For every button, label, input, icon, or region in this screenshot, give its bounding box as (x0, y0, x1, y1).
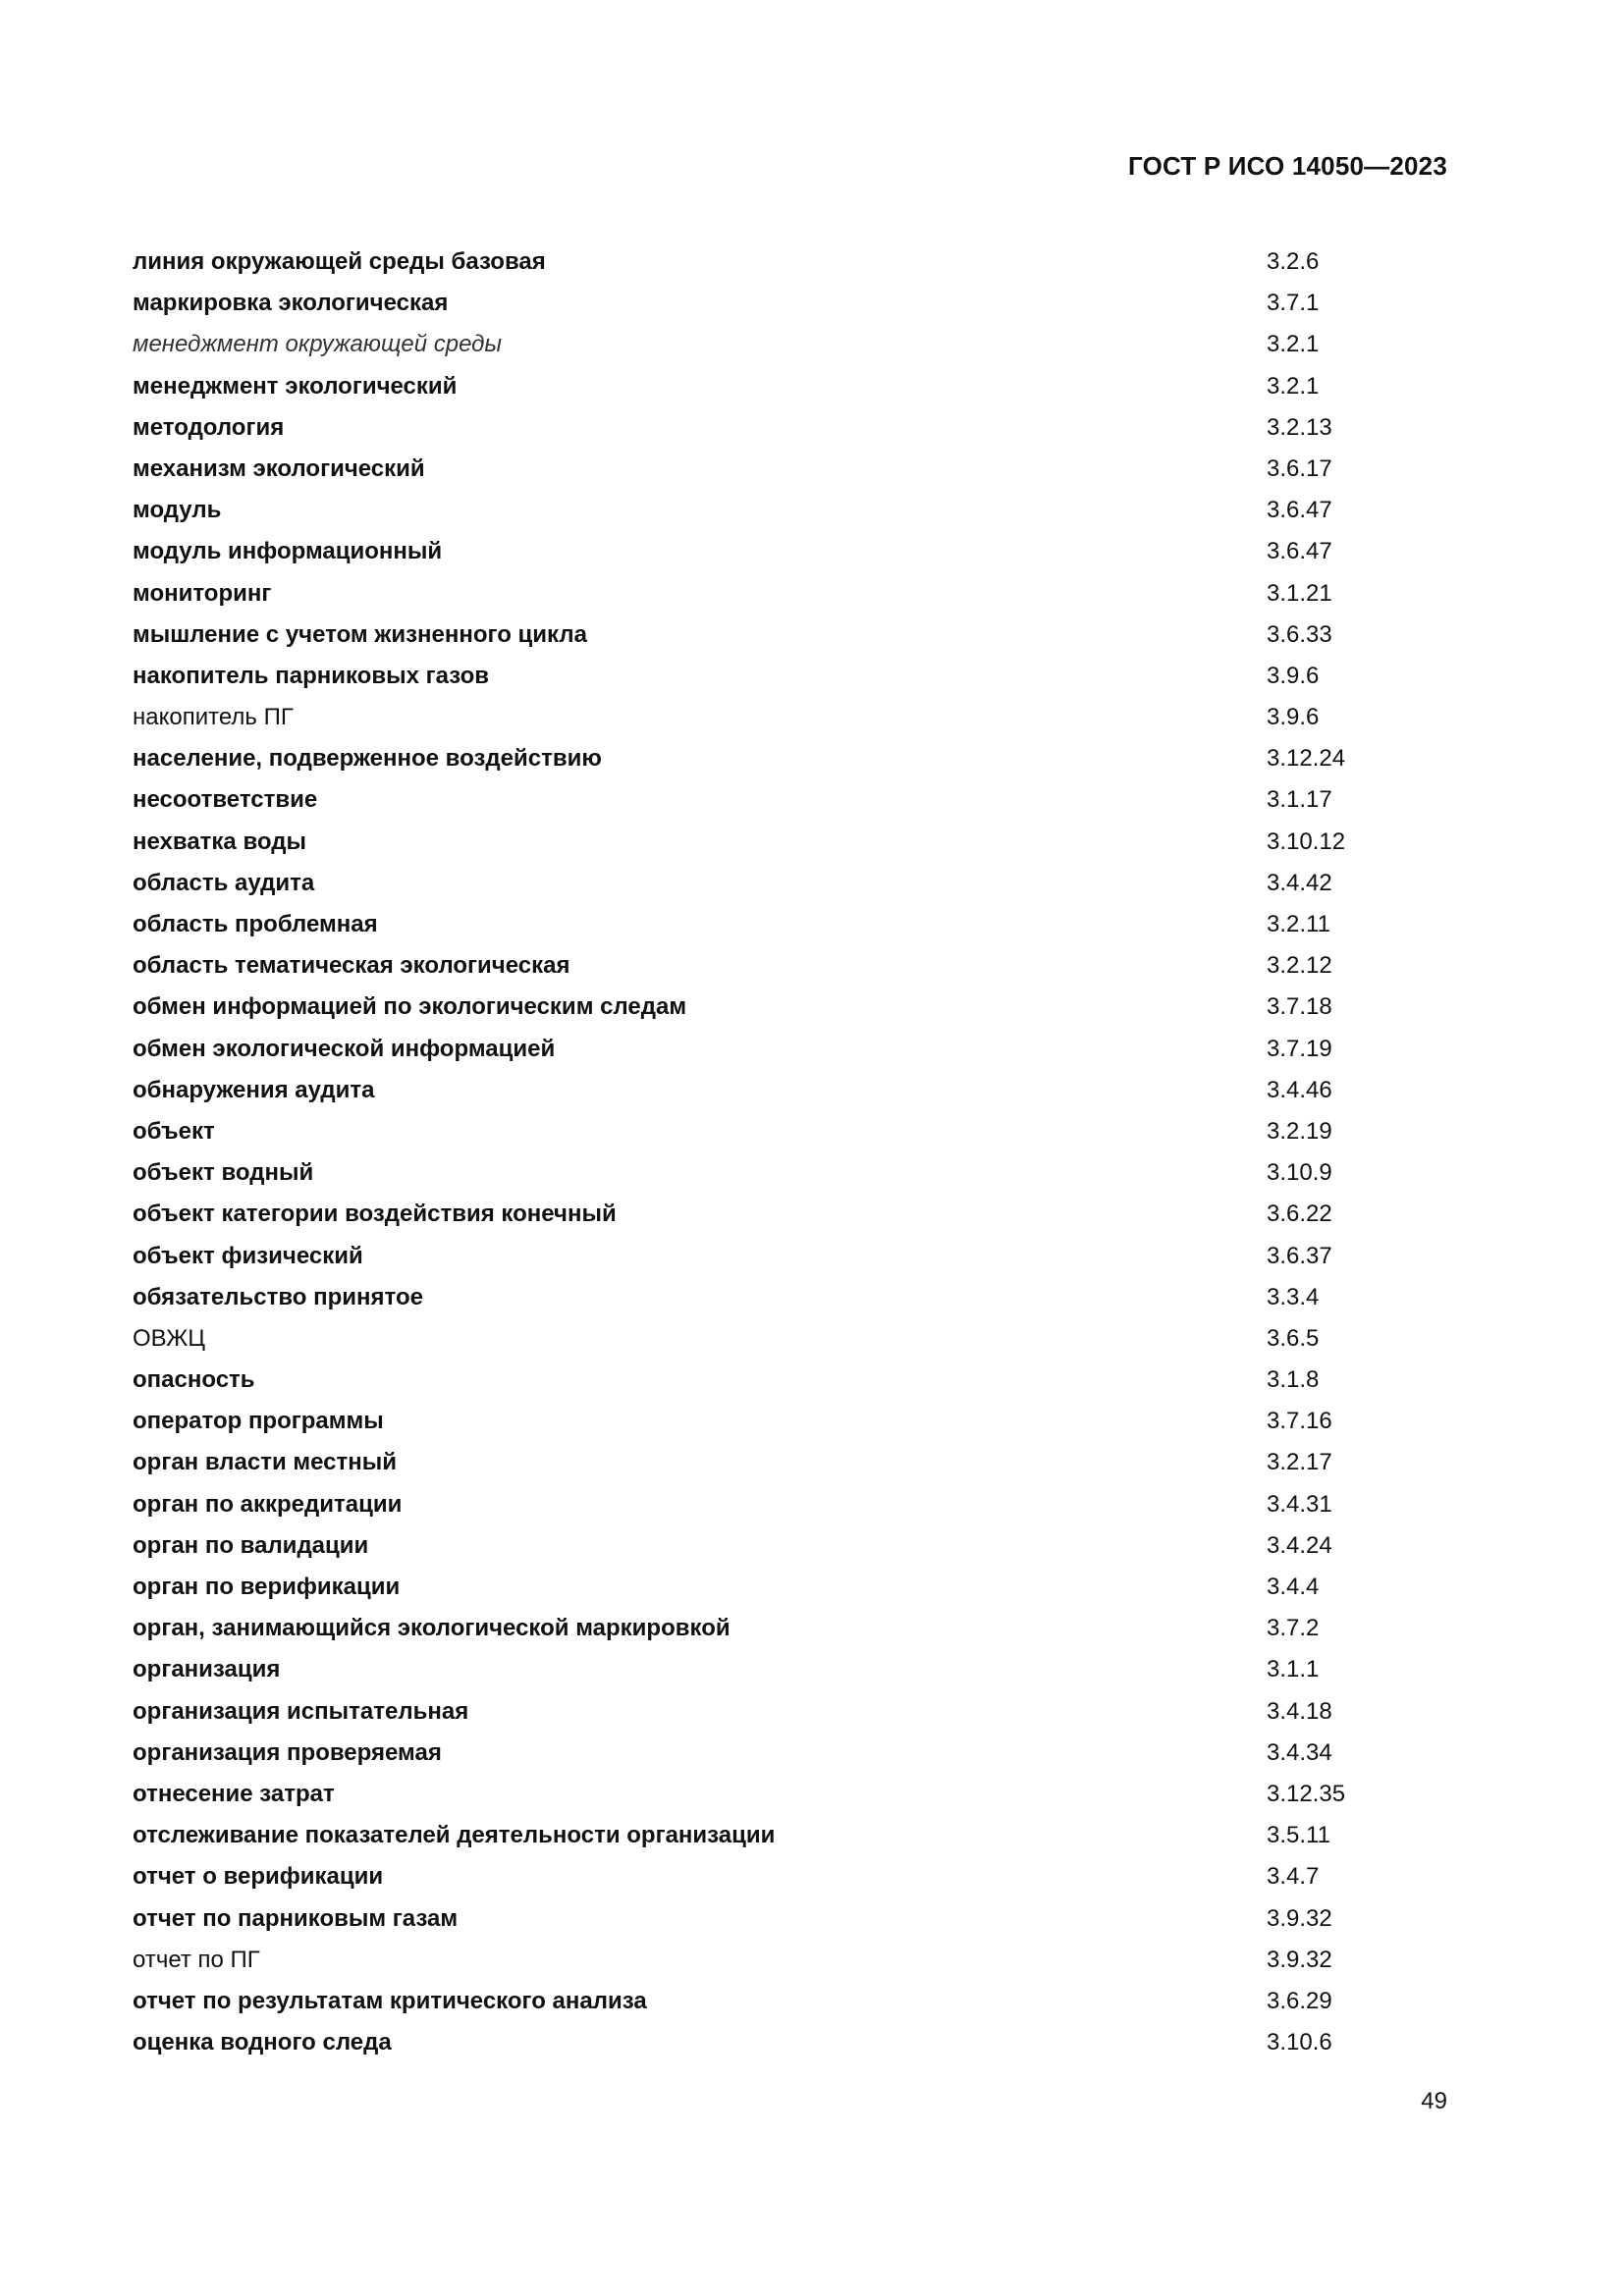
index-entry (133, 1484, 1448, 1525)
index-reference: 3.1.1 (1267, 1656, 1320, 1683)
index-reference: 3.2.1 (1267, 331, 1320, 358)
index-term: организация (133, 1656, 281, 1683)
index-entry (133, 366, 1448, 407)
index-entry (133, 1691, 1448, 1733)
index-term: орган по аккредитации (133, 1490, 403, 1518)
index-reference: 3.4.42 (1267, 869, 1332, 896)
index-reference: 3.7.16 (1267, 1408, 1332, 1435)
index-reference: 3.6.5 (1267, 1324, 1320, 1352)
index-entry (133, 1733, 1448, 1774)
index-reference: 3.4.24 (1267, 1531, 1332, 1559)
index-entry (133, 1649, 1448, 1690)
index-term: оценка водного следа (133, 2029, 392, 2056)
terms-index-list (133, 241, 1448, 2063)
document-header: ГОСТ Р ИСО 14050—2023 (1127, 151, 1447, 181)
index-reference: 3.3.4 (1267, 1283, 1320, 1310)
index-reference: 3.10.12 (1267, 828, 1346, 855)
index-term: орган по верификации (133, 1574, 401, 1600)
index-reference: 3.6.47 (1267, 497, 1332, 524)
index-entry (133, 1152, 1448, 1194)
index-entry (133, 1815, 1448, 1856)
index-term: ОВЖЦ (133, 1324, 206, 1352)
index-term: область аудита (133, 869, 315, 896)
index-entry (133, 1940, 1448, 1981)
index-entry (133, 1567, 1448, 1608)
index-entry (133, 1608, 1448, 1649)
index-term: маркировка экологическая (133, 290, 449, 317)
index-entry (133, 1194, 1448, 1235)
index-term: объект физический (133, 1242, 363, 1269)
index-term: модуль информационный (133, 538, 443, 565)
index-reference: 3.9.6 (1267, 662, 1320, 689)
index-term: модуль (133, 497, 222, 524)
index-entry (133, 1981, 1448, 2022)
index-term: орган по валидации (133, 1531, 369, 1559)
index-entry (133, 1774, 1448, 1815)
index-entry (133, 1360, 1448, 1401)
index-reference: 3.4.34 (1267, 1738, 1332, 1766)
index-term: отчет по ПГ (133, 1946, 260, 1973)
index-reference: 3.7.18 (1267, 993, 1332, 1021)
index-entry (133, 656, 1448, 697)
index-entry (133, 241, 1448, 283)
index-entry (133, 573, 1448, 614)
index-entry (133, 987, 1448, 1028)
index-reference: 3.4.7 (1267, 1863, 1320, 1891)
index-entry (133, 2022, 1448, 2063)
index-term: накопитель парниковых газов (133, 662, 489, 689)
index-reference: 3.6.29 (1267, 1987, 1332, 2014)
index-reference: 3.12.24 (1267, 745, 1346, 773)
index-term: орган власти местный (133, 1449, 398, 1476)
index-reference: 3.2.19 (1267, 1117, 1332, 1145)
index-term: обнаружения аудита (133, 1076, 375, 1103)
index-entry (133, 1856, 1448, 1897)
index-reference: 3.9.32 (1267, 1904, 1332, 1932)
index-term: отслеживание показателей деятельности организации (133, 1822, 776, 1849)
index-reference: 3.2.13 (1267, 413, 1332, 441)
index-reference: 3.2.1 (1267, 372, 1320, 400)
index-entry (133, 614, 1448, 656)
index-term: отчет по результатам критического анализа (133, 1987, 647, 2014)
index-entry (133, 904, 1448, 945)
index-entry (133, 407, 1448, 449)
index-entry (133, 1029, 1448, 1070)
index-entry (133, 738, 1448, 779)
index-reference: 3.5.11 (1267, 1822, 1330, 1849)
index-term: несоответствие (133, 786, 318, 814)
index-term: объект категории воздействия конечный (133, 1201, 617, 1228)
index-reference: 3.6.37 (1267, 1242, 1332, 1269)
index-entry (133, 697, 1448, 738)
index-term: объект водный (133, 1159, 314, 1187)
index-term: отнесение затрат (133, 1780, 335, 1807)
index-entry (133, 1898, 1448, 1940)
index-term: нехватка воды (133, 828, 306, 855)
index-reference: 3.6.22 (1267, 1201, 1332, 1228)
index-term: менеджмент экологический (133, 372, 458, 400)
index-entry (133, 1318, 1448, 1360)
index-entry (133, 1401, 1448, 1442)
index-term: оператор программы (133, 1408, 384, 1435)
index-reference: 3.1.8 (1267, 1366, 1320, 1394)
index-reference: 3.4.18 (1267, 1697, 1332, 1725)
index-term: население, подверженное воздействию (133, 745, 602, 773)
index-entry (133, 1236, 1448, 1277)
index-reference: 3.7.19 (1267, 1035, 1332, 1062)
index-term: мышление с учетом жизненного цикла (133, 620, 587, 648)
index-term: область проблемная (133, 911, 378, 937)
index-reference: 3.2.6 (1267, 248, 1320, 275)
index-term: орган, занимающийся экологической маркировкой (133, 1615, 731, 1642)
index-entry (133, 1525, 1448, 1567)
page-number: 49 (1421, 2088, 1447, 2114)
index-term: мониторинг (133, 579, 272, 607)
index-entry (133, 449, 1448, 490)
index-entry (133, 531, 1448, 572)
index-reference: 3.2.12 (1267, 952, 1332, 980)
index-entry (133, 283, 1448, 324)
index-term: методология (133, 413, 285, 441)
index-reference: 3.6.17 (1267, 454, 1332, 482)
index-reference: 3.1.21 (1267, 579, 1332, 607)
index-term: область тематическая экологическая (133, 952, 570, 980)
index-term: объект (133, 1117, 215, 1145)
index-reference: 3.4.46 (1267, 1076, 1332, 1103)
index-term: обмен информацией по экологическим следам (133, 993, 687, 1021)
index-reference: 3.6.47 (1267, 538, 1332, 565)
index-reference: 3.4.31 (1267, 1490, 1332, 1518)
index-entry (133, 1070, 1448, 1111)
index-entry (133, 779, 1448, 821)
index-term: менеджмент окружающей среды (133, 331, 503, 358)
index-entry (133, 822, 1448, 863)
index-entry (133, 490, 1448, 531)
index-term: организация проверяемая (133, 1738, 442, 1766)
index-entry (133, 324, 1448, 365)
index-reference: 3.2.11 (1267, 911, 1330, 937)
index-term: обязательство принятое (133, 1283, 423, 1310)
index-entry (133, 1442, 1448, 1483)
index-reference: 3.4.4 (1267, 1574, 1320, 1600)
index-term: организация испытательная (133, 1697, 469, 1725)
index-term: обмен экологической информацией (133, 1035, 556, 1062)
index-reference: 3.10.6 (1267, 2029, 1332, 2056)
index-reference: 3.1.17 (1267, 786, 1332, 814)
index-entry (133, 945, 1448, 987)
index-reference: 3.9.32 (1267, 1946, 1332, 1973)
index-reference: 3.6.33 (1267, 620, 1332, 648)
index-entry (133, 1277, 1448, 1318)
index-reference: 3.9.6 (1267, 704, 1320, 731)
index-term: накопитель ПГ (133, 704, 294, 731)
index-reference: 3.7.1 (1267, 290, 1320, 317)
index-term: линия окружающей среды базовая (133, 248, 546, 275)
index-term: опасность (133, 1366, 255, 1394)
index-reference: 3.7.2 (1267, 1615, 1320, 1642)
index-reference: 3.10.9 (1267, 1159, 1332, 1187)
index-term: отчет по парниковым газам (133, 1904, 459, 1932)
index-entry (133, 1111, 1448, 1152)
index-entry (133, 863, 1448, 904)
index-reference: 3.12.35 (1267, 1780, 1346, 1807)
index-term: механизм экологический (133, 454, 425, 482)
index-reference: 3.2.17 (1267, 1449, 1332, 1476)
index-term: отчет о верификации (133, 1863, 384, 1891)
